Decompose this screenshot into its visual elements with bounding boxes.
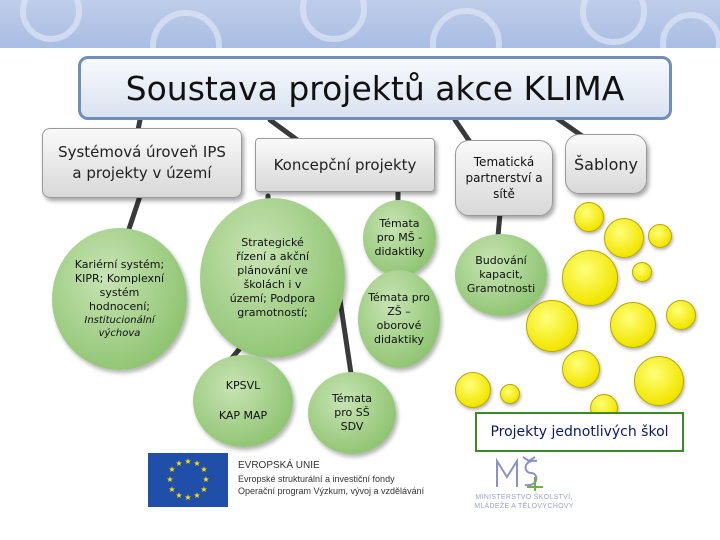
yellow-circle [634,356,684,406]
node-temata-ms [363,200,436,276]
node-tematicka-partnerstvi [455,140,553,216]
node-label: Tematická partnerství a sítě [465,155,543,201]
node-label: Koncepční projekty [273,156,417,174]
node-kpsvl-kapmap [193,355,293,447]
node-label-kpsvl: KPSVL [225,379,261,392]
msmt-logo [493,453,545,493]
node-sablony [565,134,647,194]
msmt-line2: MLÁDEŽE A TĚLOVÝCHOVY [474,503,574,510]
diagram-title [78,56,672,120]
svg-text:★: ★ [168,485,176,494]
svg-text:★: ★ [200,465,208,474]
yellow-circle [455,372,491,408]
node-label: Systémová úroveň IPS a projekty v území [58,143,226,182]
svg-text:★: ★ [168,465,176,474]
eu-line1: EVROPSKÁ UNIE [238,460,320,471]
yellow-circle [526,300,578,352]
node-temata-zs [358,270,440,368]
node-label: Témata pro ZŠ – oborové didaktiky [368,291,430,346]
title-text: Soustava projektů akce KLIMA [125,68,625,108]
eu-flag-logo [148,453,228,507]
yellow-circle [610,302,656,348]
svg-text:★: ★ [184,493,192,502]
projekty-jednotlivych-skol [475,412,684,452]
yellow-circle [562,350,600,388]
svg-text:★: ★ [184,457,192,466]
node-temata-ss [308,372,396,454]
node-budovani-kapacit [455,234,547,316]
node-label: Šablony [574,154,638,174]
eu-line2: Evropské strukturální a investiční fondy [238,474,395,484]
connector [455,120,470,142]
msmt-text [472,493,576,511]
svg-text:★: ★ [202,475,210,484]
node-label: Budování kapacit, Gramotnosti [466,254,536,295]
eu-stars [148,453,228,507]
eu-line3: Operační program Výzkum, vývoj a vzdělávání [238,486,425,496]
connector [498,214,500,236]
node-label: Strategické řízení a akční plánování ve školách i v území; Podpora gramotností; [229,236,316,319]
connector [340,300,352,380]
node-koncepcni-projekty [255,138,435,192]
node-strategicke-rizeni [200,198,345,358]
svg-text:★: ★ [175,459,183,468]
node-label-kapmap: KAP MAP [218,409,268,422]
yellow-circle [648,224,672,248]
svg-text:★: ★ [166,475,174,484]
svg-text:★: ★ [200,485,208,494]
svg-text:★: ★ [175,491,183,500]
node-label: Kariérní systém; KIPR; Komplexní systém hodnocení; [74,258,165,313]
node-sublabel: Institucionální výchova [84,315,155,339]
svg-text:★: ★ [193,459,201,468]
yellow-circle [632,262,652,282]
node-label: Témata pro SŠ SDV [331,392,373,433]
yellow-circle [574,202,604,232]
eu-text-block [238,460,424,497]
node-label: Témata pro MŠ - didaktiky [374,217,425,258]
yellow-circle [562,250,618,306]
yellow-circle [604,218,644,258]
connector [128,196,140,232]
projects-label: Projekty jednotlivých škol [490,424,669,440]
yellow-circle [666,300,696,330]
yellow-circle [500,384,520,404]
node-systemova-uroven [42,128,242,198]
node-karierni-system [52,228,187,370]
svg-text:★: ★ [193,491,201,500]
msmt-line1: MINISTERSTVO ŠKOLSTVÍ, [475,494,573,501]
